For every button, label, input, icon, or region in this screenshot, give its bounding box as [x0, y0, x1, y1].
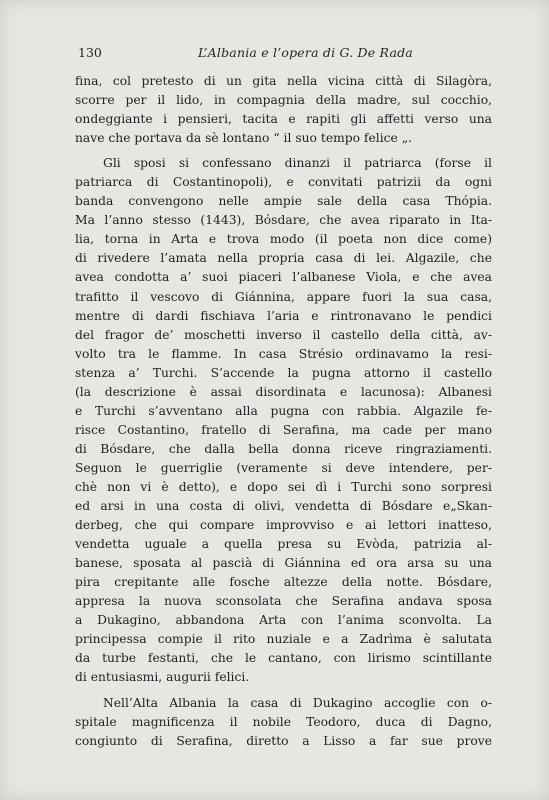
text-line: pira crepitante alle fosche altezze della notte. Bósdare, [75, 575, 492, 590]
text-line: Ma l’anno stesso (1443), Bósdare, che avea riparato in Ita- [75, 213, 492, 228]
text-line: mentre di dardi fischiava l’aria e rintronavano le pendici [75, 308, 492, 323]
paragraph [75, 694, 492, 751]
text-line: del fragor de’ moschetti inverso il castello della città, av- [75, 327, 492, 342]
text-line: appresa la nuova sconsolata che Serafina andava sposa [75, 594, 492, 609]
text-line: di Bósdare, che dalla bella donna riceve ringraziamenti. [75, 441, 492, 456]
running-title: L’Albania e l’opera di G. De Rada [198, 45, 413, 60]
text-line: trafitto il vescovo di Giánnina, appare fuori la sua casa, [75, 289, 492, 304]
text-line: ondeggiante i pensieri, tacita e rapiti gli affetti verso una [75, 112, 492, 127]
text-line: spitale magnificenza il nobile Teodoro, duca di Dagno, [75, 714, 492, 729]
body-text [75, 72, 492, 751]
text-line: fina, col pretesto di un gita nella vicina città di Silagòra, [75, 74, 492, 88]
text-line: a Dukagino, abbandona Arta con l’anima sconvolta. La [75, 613, 492, 628]
text-line: ed arsi in una costa di olivi, vendetta di Bósdare e„Skan- [75, 499, 492, 514]
text-line: derbeg, che qui compare improvviso e ai lettori inatteso, [75, 518, 492, 533]
text-line: Gli sposi si confessano dinanzi il patriarca (forse il [103, 156, 492, 171]
text-line: congiunto di Serafina, diretto a Lisso a far sue prove [75, 733, 492, 748]
text-line: da turbe festanti, che le cantano, con lirismo scintillante [75, 651, 492, 666]
text-line: chè non vi è detto), e dopo sei dì i Turchi sono sorpresi [75, 479, 492, 494]
text-line: di rivedere l’amata nella propria casa di lei. Algazile, che [75, 251, 492, 266]
page-number: 130 [78, 45, 102, 60]
paragraph [75, 72, 492, 148]
text-line: scorre per il lido, in compagnia della madre, sul cocchio, [75, 93, 492, 108]
text-line: volto tra le flamme. In casa Strésio ordinavamo la resi- [75, 346, 492, 361]
text-line: banese, sposata al pascià di Giánnina ed ora arsa su una [75, 556, 492, 571]
text-line: Nell’Alta Albania la casa di Dukagino accoglie con o- [103, 695, 492, 710]
text-line: Seguon le guerriglie (veramente si deve intendere, per- [75, 460, 492, 475]
paragraph [75, 154, 492, 687]
text-line: avea condotta a’ suoi piaceri l’albanese Viola, e che avea [75, 270, 492, 285]
text-line: di entusiasmi, augurii felici. [75, 670, 250, 685]
text-line: patriarca di Costantinopoli), e convitati patrizii da ogni [75, 175, 492, 190]
text-line: risce Costantino, fratello di Serafina, ma cade per mano [75, 422, 492, 437]
text-line: lia, torna in Arta e trova modo (il poeta non dice come) [75, 232, 492, 247]
text-line: e Turchi s’avventano alla pugna con rabbia. Algazile fe- [75, 403, 492, 418]
text-line: banda convengono nelle ampie sale della casa Thópia. [75, 194, 492, 209]
text-line: vendetta uguale a quella presa su Evòda, patrizia al- [75, 537, 492, 552]
text-line: principessa compie il rito nuziale e a Zadrìma è salutata [75, 632, 492, 647]
text-line: stenza a’ Turchi. S’accende la pugna attorno il castello [75, 365, 492, 380]
text-line: (la descrizione è assai disordinata e lacunosa): Albanesi [75, 384, 492, 399]
text-line: nave che portava da sè lontano “ il suo tempo felice „. [75, 131, 412, 146]
